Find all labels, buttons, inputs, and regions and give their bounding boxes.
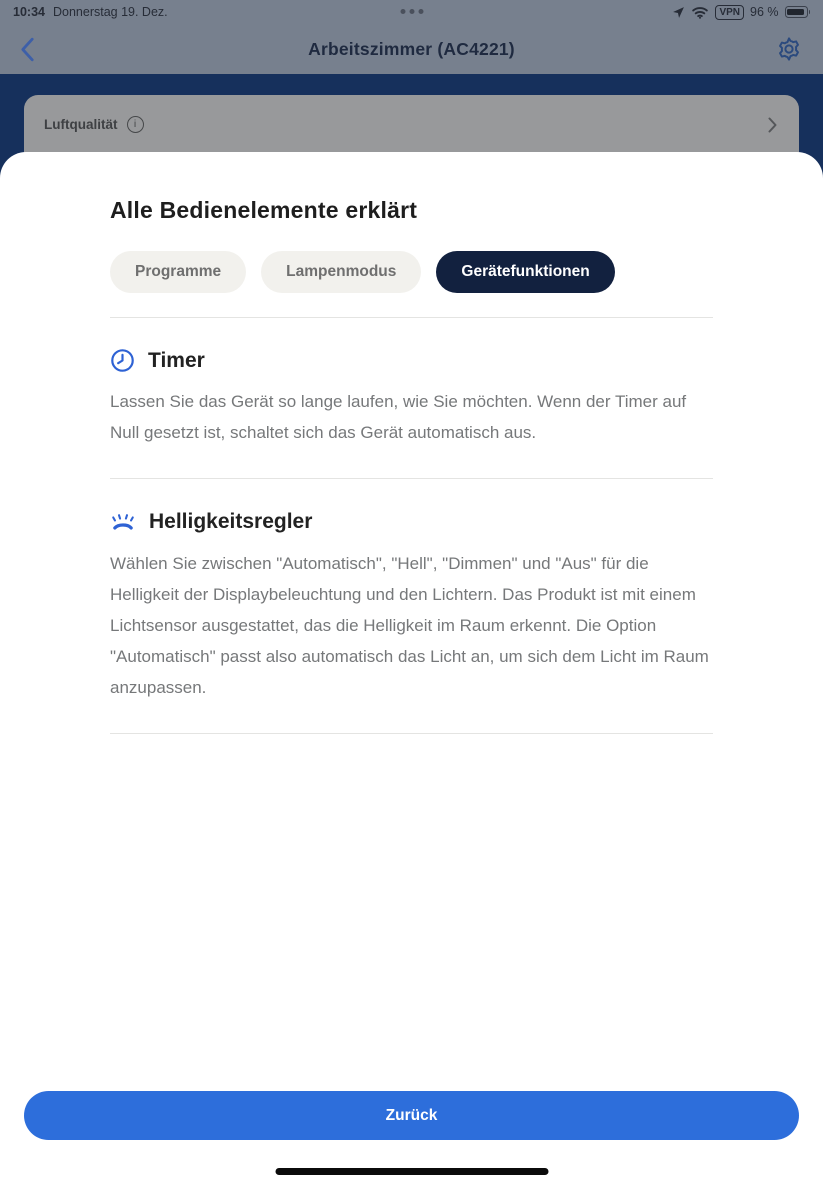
status-date: Donnerstag 19. Dez. — [52, 5, 168, 19]
gear-icon[interactable] — [775, 35, 803, 63]
location-arrow-icon — [672, 6, 685, 19]
info-icon[interactable]: i — [127, 116, 144, 133]
status-bar — [0, 0, 823, 24]
section-helligkeitsregler — [110, 509, 713, 703]
sheet-title: Alle Bedienelemente erklärt — [110, 197, 418, 223]
section-body: Wählen Sie zwischen "Automatisch", "Hell", "Dimmen" und "Aus" für die Helligkeit der Displaybeleuchtung und den Lichtern. Das Produkt ist mit einem Lichtsensor ausgestattet, das die Helligkeit im Raum erkennt. Die Option "Automatisch" passt also automatisch das Licht an, um sich dem Licht im Raum anzupassen. — [110, 554, 709, 697]
page-title: Arbeitszimmer (AC4221) — [308, 38, 515, 59]
back-chevron-icon[interactable] — [20, 37, 35, 62]
brightness-rays-icon — [110, 509, 136, 535]
air-quality-label: Luftqualität — [44, 117, 118, 132]
battery-icon — [785, 6, 811, 18]
tab-programme[interactable]: Programme — [110, 251, 246, 293]
tab-bar — [110, 251, 713, 293]
nav-bar — [0, 24, 823, 74]
vpn-badge: VPN — [715, 5, 744, 20]
divider — [110, 733, 713, 734]
battery-percent: 96 % — [750, 5, 779, 19]
status-time: 10:34 — [13, 5, 45, 19]
chevron-right-icon — [768, 117, 777, 133]
section-heading: Timer — [148, 348, 205, 372]
tab-geraetefunktionen[interactable]: Gerätefunktionen — [436, 251, 614, 293]
section-heading: Helligkeitsregler — [149, 510, 313, 533]
section-body: Lassen Sie das Gerät so lange laufen, wie Sie möchten. Wenn der Timer auf Null gesetzt ist, schaltet sich das Gerät automatisch aus. — [110, 392, 687, 442]
divider — [110, 478, 713, 479]
tab-lampenmodus[interactable]: Lampenmodus — [261, 251, 421, 293]
wifi-icon — [691, 6, 709, 19]
more-dots-icon — [400, 9, 423, 14]
help-sheet — [0, 152, 823, 1184]
top-chrome — [0, 0, 823, 74]
back-button[interactable]: Zurück — [24, 1091, 799, 1140]
section-timer — [110, 348, 713, 448]
divider — [110, 317, 713, 318]
timer-clock-icon — [110, 348, 135, 373]
home-indicator[interactable] — [275, 1168, 548, 1175]
